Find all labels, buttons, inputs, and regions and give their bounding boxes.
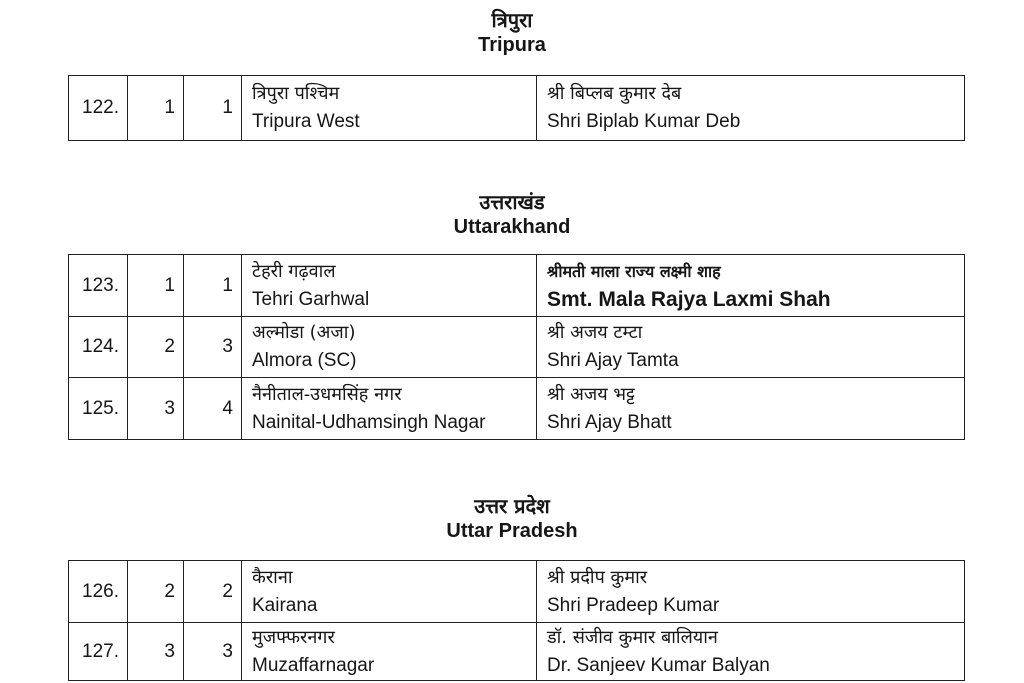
constituency-cell [242, 561, 537, 623]
constituency-table-uttarakhand [68, 254, 965, 440]
member-cell [537, 561, 965, 623]
member-cell [537, 76, 965, 141]
member-cell [537, 317, 965, 378]
section-heading-uttar-pradesh [0, 494, 1024, 544]
member-cell [537, 255, 965, 317]
table-row [69, 76, 965, 141]
constituency-cell [242, 378, 537, 440]
member-name-english: Shri Pradeep Kumar [547, 594, 720, 616]
table-row [69, 317, 965, 378]
section-title-hindi: उत्तर प्रदेश [474, 494, 550, 518]
table-row [69, 561, 965, 623]
member-cell [537, 378, 965, 440]
section-title-english: Uttar Pradesh [446, 520, 578, 542]
section-title-hindi: त्रिपुरा [491, 8, 533, 32]
table-row [69, 378, 965, 440]
serial-number: 123. [69, 255, 128, 317]
constituency-number: 2 [184, 561, 242, 623]
constituency-name-hindi: अल्मोडा (अजा) [252, 322, 356, 343]
constituency-number: 1 [184, 76, 242, 141]
constituency-name-hindi: कैराना [252, 566, 293, 588]
constituency-name-english: Tripura West [252, 111, 360, 132]
section-heading-uttarakhand [0, 190, 1024, 240]
state-serial: 2 [128, 317, 184, 378]
constituency-name-english: Tehri Garhwal [252, 288, 370, 310]
member-name-hindi: श्री प्रदीप कुमार [547, 566, 648, 588]
constituency-cell [242, 623, 537, 681]
member-name-english: Shri Ajay Bhatt [547, 411, 672, 433]
member-name-hindi: श्री बिप्लब कुमार देब [547, 83, 682, 104]
table-row [69, 623, 965, 681]
member-name-hindi: श्रीमती माला राज्य लक्ष्मी शाह [547, 261, 721, 281]
state-serial: 1 [128, 255, 184, 317]
serial-number: 126. [69, 561, 128, 623]
constituency-number: 4 [184, 378, 242, 440]
state-serial: 3 [128, 623, 184, 681]
constituency-name-english: Kairana [252, 594, 318, 616]
member-name-hindi: डॉ. संजीव कुमार बालियान [547, 626, 718, 648]
constituency-cell [242, 317, 537, 378]
member-cell [537, 623, 965, 681]
member-name-hindi: श्री अजय भट्ट [547, 383, 635, 405]
section-title-hindi: उत्तराखंड [479, 190, 545, 214]
constituency-name-hindi: मुजफ्फरनगर [252, 626, 335, 648]
constituency-name-hindi: टेहरी गढ़वाल [252, 260, 336, 282]
constituency-cell [242, 76, 537, 141]
constituency-name-hindi: त्रिपुरा पश्चिम [252, 83, 340, 104]
section-title-english: Tripura [478, 34, 546, 56]
serial-number: 122. [69, 76, 128, 141]
state-serial: 3 [128, 378, 184, 440]
constituency-table-uttar-pradesh [68, 560, 965, 681]
member-name-english: Smt. Mala Rajya Laxmi Shah [547, 287, 831, 311]
constituency-name-english: Nainital-Udhamsingh Nagar [252, 411, 486, 433]
constituency-name-english: Almora (SC) [252, 350, 357, 371]
serial-number: 125. [69, 378, 128, 440]
constituency-name-english: Muzaffarnagar [252, 654, 375, 676]
serial-number: 127. [69, 623, 128, 681]
member-name-english: Dr. Sanjeev Kumar Balyan [547, 654, 770, 676]
member-name-hindi: श्री अजय टम्टा [547, 322, 643, 343]
constituency-number: 3 [184, 623, 242, 681]
constituency-name-hindi: नैनीताल-उधमसिंह नगर [252, 383, 402, 405]
table-row [69, 255, 965, 317]
serial-number: 124. [69, 317, 128, 378]
section-title-english: Uttarakhand [453, 216, 571, 238]
section-heading-tripura [0, 8, 1024, 58]
constituency-table-tripura [68, 75, 965, 141]
member-name-english: Shri Ajay Tamta [547, 350, 679, 371]
member-name-english: Shri Biplab Kumar Deb [547, 111, 741, 132]
state-serial: 2 [128, 561, 184, 623]
state-serial: 1 [128, 76, 184, 141]
constituency-number: 1 [184, 255, 242, 317]
constituency-cell [242, 255, 537, 317]
constituency-number: 3 [184, 317, 242, 378]
